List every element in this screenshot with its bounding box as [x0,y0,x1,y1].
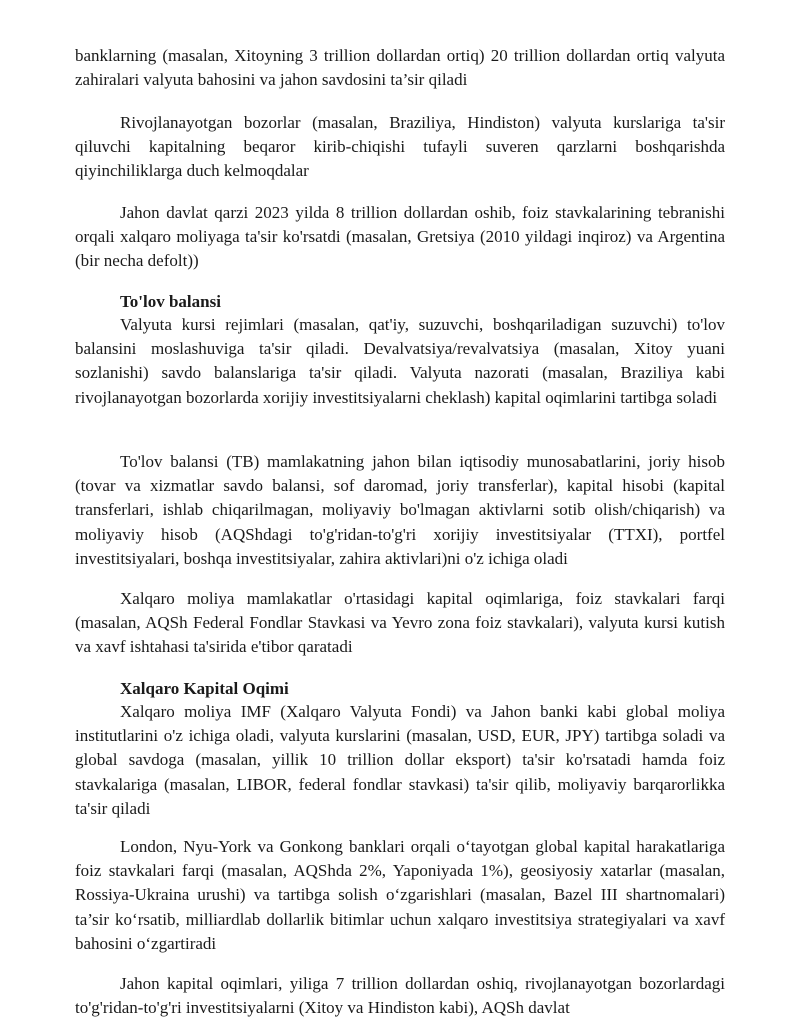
heading-balance-of-payments: To'lov balansi [120,292,221,311]
paragraph-public-debt: Jahon davlat qarzi 2023 yilda 8 trillion dollardan oshib, foiz stavkalarining tebranishi orqali xalqaro moliyaga ta'sir ko'rsatdi (masalan, Gretsiya (2010 yildagi inqiroz) va Argentina (bir necha defolt)) [75,203,725,271]
paragraph-financial-institutions: Xalqaro moliya IMF (Xalqaro Valyuta Fondi) va Jahon banki kabi global moliya institutlarini o'z ichiga oladi, valyuta kurslarini (masalan, USD, EUR, JPY) tartibga soladi va global savdoga (masalan, yillik 10 trillion dollar eksport) ta'sir ko'rsatadi hamda foiz stavkalariga (masalan, LIBOR, federal fondlar stavkasi) ta'sir qilib, moliyaviy barqarorlikka ta'sir qiladi [75,702,725,818]
paragraph-capital-flows: Jahon kapital oqimlari, yiliga 7 trillion dollardan oshiq, rivojlanayotgan bozorlardagi to'g'ridan-to'g'ri investitsiyalarni (Xitoy va Hindiston kabi), AQSh davlat [75,974,725,1018]
paragraph-exchange-regimes: Valyuta kursi rejimlari (masalan, qat'iy, suzuvchi, boshqariladigan suzuvchi) to'lov balansini moslashuviga ta'sir qiladi. Devalvatsiya/revalvatsiya (masalan, Xitoy yuani sozlanishi) savdo balanslariga ta'sir qiladi. Valyuta nazorati (masalan, Braziliya kabi rivojlanayotgan bozorlarda xorijiy investitsiyalarni cheklash) kapital oqimlarini tartibga soladi [75,315,725,407]
paragraph-balance-of-payments: To'lov balansi (TB) mamlakatning jahon bilan iqtisodiy munosabatlarini, joriy hisob (tovar va xizmatlar savdo balansi, sof daromad, joriy transferlar), kapital hisobi (kapital transferlari, ishlab chiqarilmagan, moliyaviy bo'lmagan aktivlarni sotib olish/chiqarish) va moliyaviy hisob (AQShdagi to'g'ridan-to'g'ri xorijiy investitsiyalar (TTXI), portfel investitsiyalari, boshqa investitsiyalar, zahira aktivlari)ni o'z ichiga oladi [75,452,725,568]
heading-capital-flow: Xalqaro Kapital Oqimi [120,679,289,698]
paragraph-international-finance: Xalqaro moliya mamlakatlar o'rtasidagi kapital oqimlariga, foiz stavkalari farqi (masalan, AQSh Federal Fondlar Stavkasi va Yevro zona foiz stavkalari), valyuta kursi kutish va xavf ishtahasi ta'sirida e'tibor qaratadi [75,589,725,657]
paragraph-global-capital: London, Nyu-York va Gonkong banklari orqali o‘tayotgan global kapital harakatlariga foiz stavkalari farqi (masalan, AQShda 2%, Yaponiyada 1%), geosiyosiy xatarlar (masalan, Rossiya-Ukraina urushi) va tartibga solish o‘zgarishlari (masalan, Bazel III shartnomalari) ta’sir ko‘rsatib, milliardlab dollarlik bitimlar uchun xalqaro investitsiya strategiyalari va xavf bahosini o‘zgartiradi [75,837,725,953]
paragraph-reserves: banklarning (masalan, Xitoyning 3 trillion dollardan ortiq) 20 trillion dollardan ortiq valyuta zahiralari valyuta bahosini va jahon savdosini ta’sir qiladi [75,46,725,90]
paragraph-emerging-markets: Rivojlanayotgan bozorlar (masalan, Braziliya, Hindiston) valyuta kurslariga ta'sir qiluvchi kapitalning beqaror kirib-chiqishi tufayli suveren qarzlarni boshqarishda qiyinchiliklarga duch kelmoqdalar [75,113,725,181]
